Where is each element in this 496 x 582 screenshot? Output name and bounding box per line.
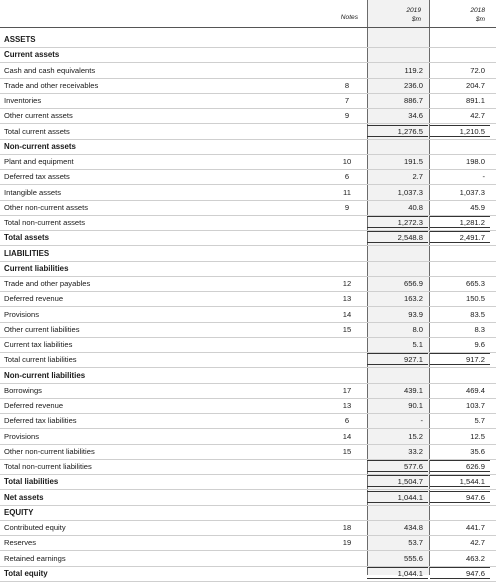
value-2019: 40.8 [408,203,423,212]
value-2018: 1,210.5 [459,127,485,136]
value-2019: - [420,416,423,425]
row-note: 9 [344,203,350,212]
row-note: 18 [342,523,352,532]
row-label: Borrowings [4,386,42,395]
value-2018: 204.7 [465,81,485,90]
row-label: Total current liabilities [4,355,77,364]
row-note: 15 [342,325,352,334]
value-2019: 2.7 [412,172,423,181]
row-label: Other non-current assets [4,203,88,212]
value-2018: 12.5 [470,432,485,441]
statement-row [0,369,496,383]
row-label: Current assets [4,50,60,59]
statement-row [0,109,496,123]
value-2019: 93.9 [408,310,423,319]
row-label: Cash and cash equivalents [4,66,96,75]
value-2018: 947.6 [465,493,485,502]
value-2019: 236.0 [403,81,423,90]
value-2018: 5.7 [474,416,485,425]
value-2019: 1,044.1 [397,493,423,502]
value-2019: 8.0 [412,325,423,334]
statement-row [0,125,496,139]
row-label: Total non-current assets [4,218,86,227]
row-note: 8 [344,81,350,90]
row-label: Reserves [4,538,37,547]
row-note: 6 [344,416,350,425]
row-label: Net assets [4,493,44,502]
row-label: Deferred revenue [4,401,64,410]
row-label: ASSETS [4,35,36,44]
row-divider [0,550,496,551]
value-2018: 9.6 [474,340,485,349]
statement-row [0,247,496,261]
column-2019-year: 2019 [406,7,421,14]
statement-row [0,201,496,215]
value-2018: 463.2 [465,554,485,563]
row-label: Provisions [4,310,40,319]
value-2018: 42.7 [470,538,485,547]
statement-row [0,323,496,337]
value-2019: 577.6 [403,462,423,471]
value-2019: 163.2 [403,294,423,303]
row-note: 17 [342,386,352,395]
statement-row [0,430,496,444]
column-2018-year: 2018 [470,7,485,14]
row-label: Non-current assets [4,142,76,151]
value-2019: 53.7 [408,538,423,547]
value-2018: 1,037.3 [459,188,485,197]
row-divider [0,184,496,185]
statement-row [0,445,496,459]
statement-row [0,521,496,535]
value-2018: - [482,172,485,181]
row-label: Provisions [4,432,40,441]
row-note: 9 [344,111,350,120]
statement-row [0,308,496,322]
row-note: 19 [342,538,352,547]
value-2018: 917.2 [465,355,485,364]
row-note: 15 [342,447,352,456]
row-label: Other current assets [4,111,73,120]
row-note: 11 [343,188,351,197]
value-2018: 469.4 [465,386,485,395]
row-note: 7 [344,96,350,105]
value-2018: 198.0 [465,157,485,166]
row-note: 14 [342,432,352,441]
value-2019: 33.2 [408,447,423,456]
statement-row [0,48,496,62]
row-divider [0,245,496,246]
value-2018: 1,281.2 [459,218,485,227]
statement-row [0,338,496,352]
row-divider [0,62,496,63]
statement-row [0,475,496,489]
row-label: Trade and other payables [4,279,91,288]
value-2018: 42.7 [470,111,485,120]
row-label: EQUITY [4,508,34,517]
row-note: 10 [342,157,352,166]
statement-row [0,155,496,169]
value-2019: 439.1 [403,386,423,395]
value-2018: 35.6 [470,447,485,456]
value-2018: 150.5 [465,294,485,303]
row-label: Plant and equipment [4,157,74,166]
statement-row [0,506,496,520]
statement-row [0,79,496,93]
row-label: Total non-current liabilities [4,462,92,471]
column-2018-unit: $m [475,16,485,23]
value-2018: 103.7 [465,401,485,410]
statement-row [0,491,496,505]
row-divider [0,489,496,490]
value-2019: 34.6 [408,111,423,120]
value-2019: 1,276.5 [397,127,423,136]
row-label: Current liabilities [4,264,69,273]
row-label: Total current assets [4,127,70,136]
statement-row [0,33,496,47]
statement-row [0,353,496,367]
row-label: Deferred tax liabilities [4,416,77,425]
statement-row [0,140,496,154]
value-2018: 947.6 [465,569,485,578]
value-2018: 45.9 [470,203,485,212]
row-label: Trade and other receivables [4,81,99,90]
statement-row [0,186,496,200]
row-label: Contributed equity [4,523,66,532]
row-label: Current tax liabilities [4,340,73,349]
row-note: 13 [342,401,352,410]
value-2019: 191.5 [403,157,423,166]
row-note: 12 [342,279,352,288]
value-2019: 434.8 [403,523,423,532]
statement-row [0,414,496,428]
value-2018: 1,544.1 [459,477,485,486]
row-label: Total liabilities [4,477,59,486]
statement-row [0,567,496,581]
value-2019: 119.2 [404,66,423,75]
statement-row [0,292,496,306]
column-2019-unit: $m [411,16,421,23]
row-label: Other non-current liabilities [4,447,95,456]
value-2019: 1,272.3 [397,218,423,227]
value-2019: 886.7 [403,96,423,105]
statement-row [0,231,496,245]
row-label: Retained earnings [4,554,66,563]
row-divider [0,428,496,429]
row-note: 14 [342,310,352,319]
value-2019: 2,548.8 [397,233,423,242]
statement-row [0,399,496,413]
statement-row [0,216,496,230]
row-label: LIABILITIES [4,249,50,258]
statement-row [0,552,496,566]
value-2018: 665.3 [465,279,485,288]
statement-row [0,277,496,291]
value-2018: 891.1 [465,96,485,105]
row-label: Total equity [4,569,48,578]
statement-row [0,170,496,184]
row-divider [0,367,496,368]
statement-row [0,94,496,108]
value-2018: 2,491.7 [459,233,485,242]
row-note: 13 [342,294,352,303]
statement-row [0,536,496,550]
row-label: Total assets [4,233,50,242]
value-2018: 626.9 [465,462,485,471]
statement-row [0,384,496,398]
row-label: Non-current liabilities [4,371,86,380]
value-2019: 555.6 [403,554,423,563]
row-label: Other current liabilities [4,325,80,334]
value-2019: 656.9 [403,279,423,288]
row-divider [0,123,496,124]
value-2018: 441.7 [465,523,485,532]
value-2019: 1,037.3 [397,188,423,197]
row-label: Deferred tax assets [4,172,70,181]
statement-row [0,460,496,474]
value-2019: 5.1 [412,340,423,349]
row-label: Deferred revenue [4,294,64,303]
value-2019: 15.2 [408,432,423,441]
value-2019: 1,504.7 [397,477,423,486]
row-divider [0,306,496,307]
header-rule [0,27,496,28]
notes-header: Notes [340,14,358,21]
row-label: Inventories [4,96,42,105]
statement-row [0,64,496,78]
value-2019: 927.1 [403,355,423,364]
value-2018: 72.0 [470,66,485,75]
row-note: 6 [344,172,350,181]
value-2019: 1,044.1 [397,569,423,578]
value-2018: 83.5 [470,310,485,319]
value-2019: 90.1 [408,401,423,410]
statement-row [0,262,496,276]
value-2018: 8.3 [474,325,485,334]
row-label: Intangible assets [4,188,61,197]
